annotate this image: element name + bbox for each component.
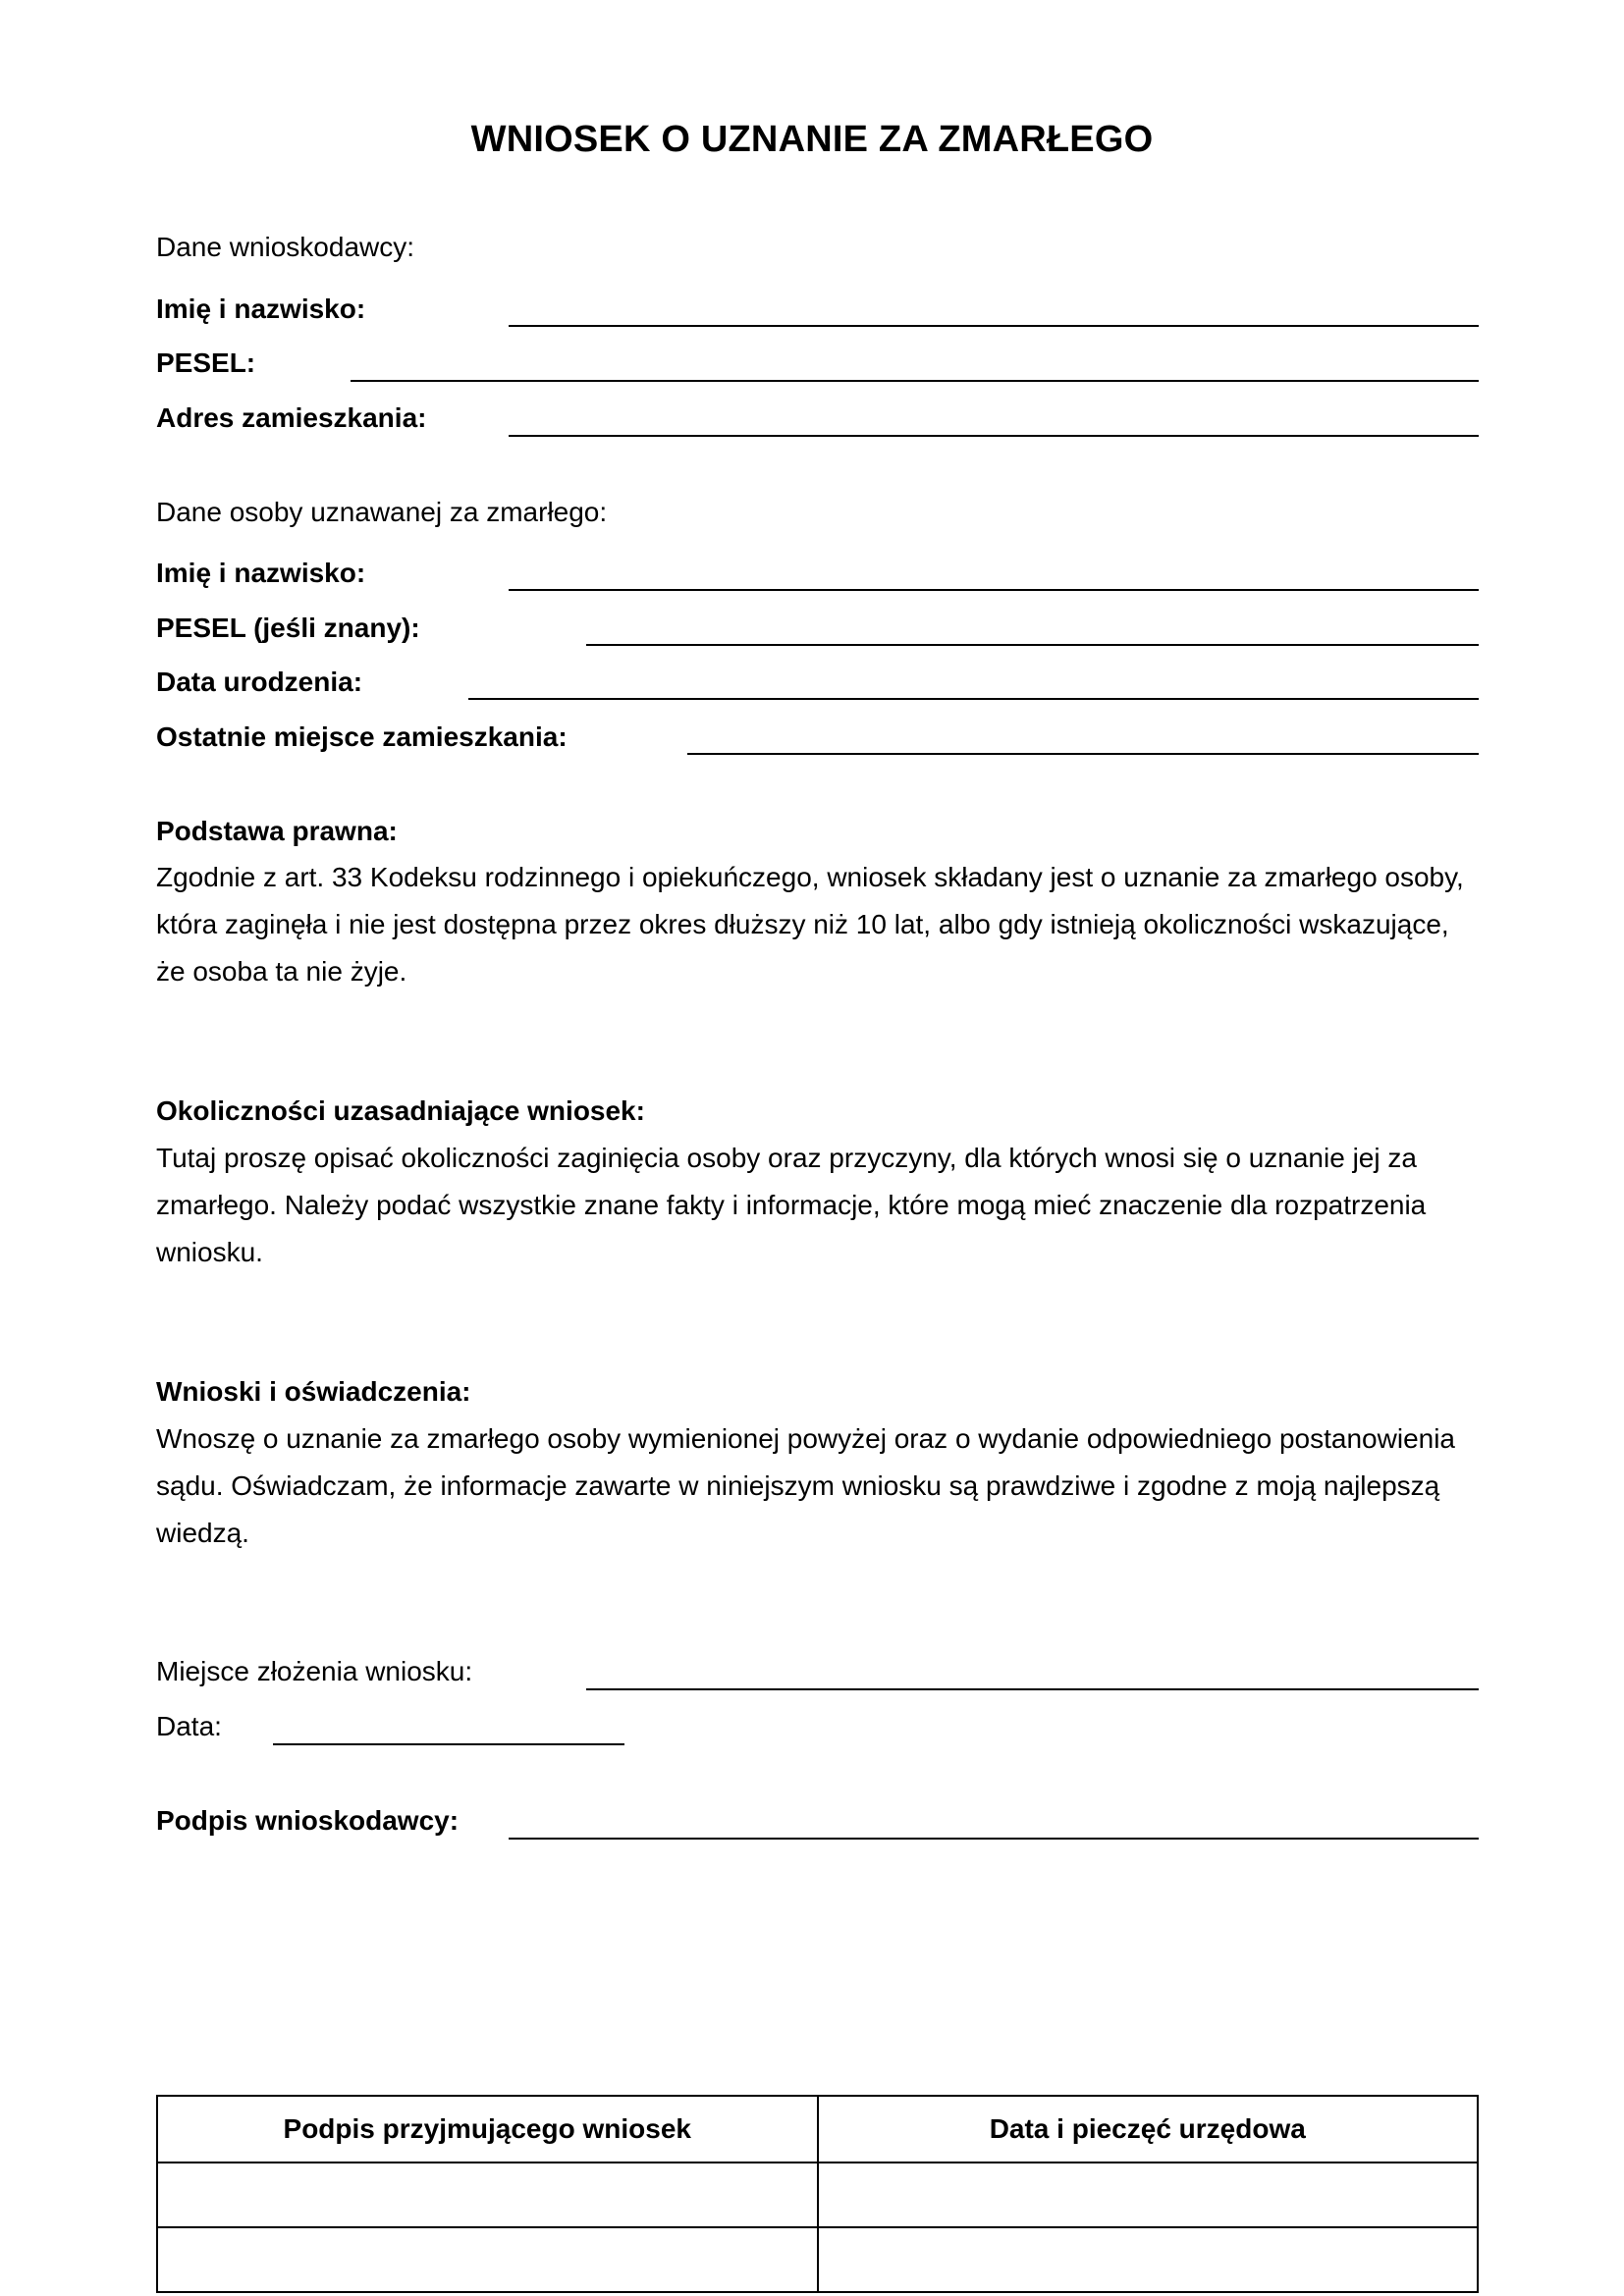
declarations-line: sądu. Oświadczam, że informacje zawarte w niniejszym wniosku są prawdziwe i zgodne z moją najlepszą bbox=[156, 1470, 1440, 1501]
office-use-table bbox=[156, 2095, 1479, 2293]
circumstances-line: Tutaj proszę opisać okoliczności zaginięcia osoby oraz przyczyny, dla których wnosi się o uznanie jej za bbox=[156, 1143, 1417, 1173]
applicant-address-label: Adres zamieszkania: bbox=[156, 402, 427, 433]
office-cell-date-stamp[interactable] bbox=[818, 2163, 1479, 2227]
deceased-pesel-label: PESEL (jeśli znany): bbox=[156, 613, 420, 643]
office-header-signature: Podpis przyjmującego wniosek bbox=[157, 2096, 818, 2163]
circumstances-line: zmarłego. Należy podać wszystkie znane fakty i informacje, które mogą mieć znaczenie dla rozpatrzenia bbox=[156, 1190, 1427, 1220]
declarations-heading: Wnioski i oświadczenia: bbox=[156, 1376, 471, 1407]
deceased-heading: Dane osoby uznawanej za zmarłego: bbox=[156, 497, 608, 527]
deceased-pesel-line[interactable] bbox=[586, 644, 1479, 646]
deceased-birthdate-line[interactable] bbox=[468, 698, 1479, 700]
signature-label: Podpis wnioskodawcy: bbox=[156, 1805, 460, 1836]
deceased-name-label: Imię i nazwisko: bbox=[156, 558, 366, 588]
office-table-row bbox=[157, 2163, 1478, 2227]
circumstances-text bbox=[156, 1135, 1491, 1276]
legal-basis-text bbox=[156, 854, 1491, 995]
applicant-name-label: Imię i nazwisko: bbox=[156, 294, 366, 324]
submission-place-line[interactable] bbox=[586, 1688, 1479, 1690]
legal-basis-line: Zgodnie z art. 33 Kodeksu rodzinnego i opiekuńczego, wniosek składany jest o uznanie za zmarłego osoby, bbox=[156, 862, 1464, 892]
deceased-birthdate-label: Data urodzenia: bbox=[156, 667, 363, 697]
office-table-header-row bbox=[157, 2096, 1478, 2163]
office-table-row bbox=[157, 2227, 1478, 2292]
legal-basis-line: że osoba ta nie żyje. bbox=[156, 956, 407, 987]
declarations-line: Wnoszę o uznanie za zmarłego osoby wymienionej powyżej oraz o wydanie odpowiedniego postanowienia bbox=[156, 1423, 1455, 1454]
applicant-pesel-label: PESEL: bbox=[156, 347, 256, 378]
applicant-pesel-line[interactable] bbox=[351, 380, 1479, 382]
submission-place-label: Miejsce złożenia wniosku: bbox=[156, 1656, 473, 1686]
office-cell-signature[interactable] bbox=[157, 2227, 818, 2292]
office-cell-date-stamp[interactable] bbox=[818, 2227, 1479, 2292]
office-cell-signature[interactable] bbox=[157, 2163, 818, 2227]
deceased-last-address-label: Ostatnie miejsce zamieszkania: bbox=[156, 721, 568, 752]
submission-date-line[interactable] bbox=[273, 1743, 624, 1745]
applicant-heading: Dane wnioskodawcy: bbox=[156, 232, 415, 262]
circumstances-line: wniosku. bbox=[156, 1237, 263, 1267]
deceased-last-address-line[interactable] bbox=[687, 753, 1479, 755]
applicant-name-line[interactable] bbox=[509, 325, 1479, 327]
circumstances-heading: Okoliczności uzasadniające wniosek: bbox=[156, 1095, 645, 1126]
declarations-text bbox=[156, 1415, 1491, 1557]
declarations-line: wiedzą. bbox=[156, 1518, 249, 1548]
applicant-address-line[interactable] bbox=[509, 435, 1479, 437]
document-title: WNIOSEK O UZNANIE ZA ZMARŁEGO bbox=[470, 119, 1154, 160]
legal-basis-heading: Podstawa prawna: bbox=[156, 816, 398, 846]
submission-date-label: Data: bbox=[156, 1711, 222, 1741]
office-header-date-stamp: Data i pieczęć urzędowa bbox=[818, 2096, 1479, 2163]
signature-line[interactable] bbox=[509, 1838, 1479, 1840]
deceased-name-line[interactable] bbox=[509, 589, 1479, 591]
legal-basis-line: która zaginęła i nie jest dostępna przez okres dłuższy niż 10 lat, albo gdy istnieją okoliczności wskazujące, bbox=[156, 909, 1449, 939]
